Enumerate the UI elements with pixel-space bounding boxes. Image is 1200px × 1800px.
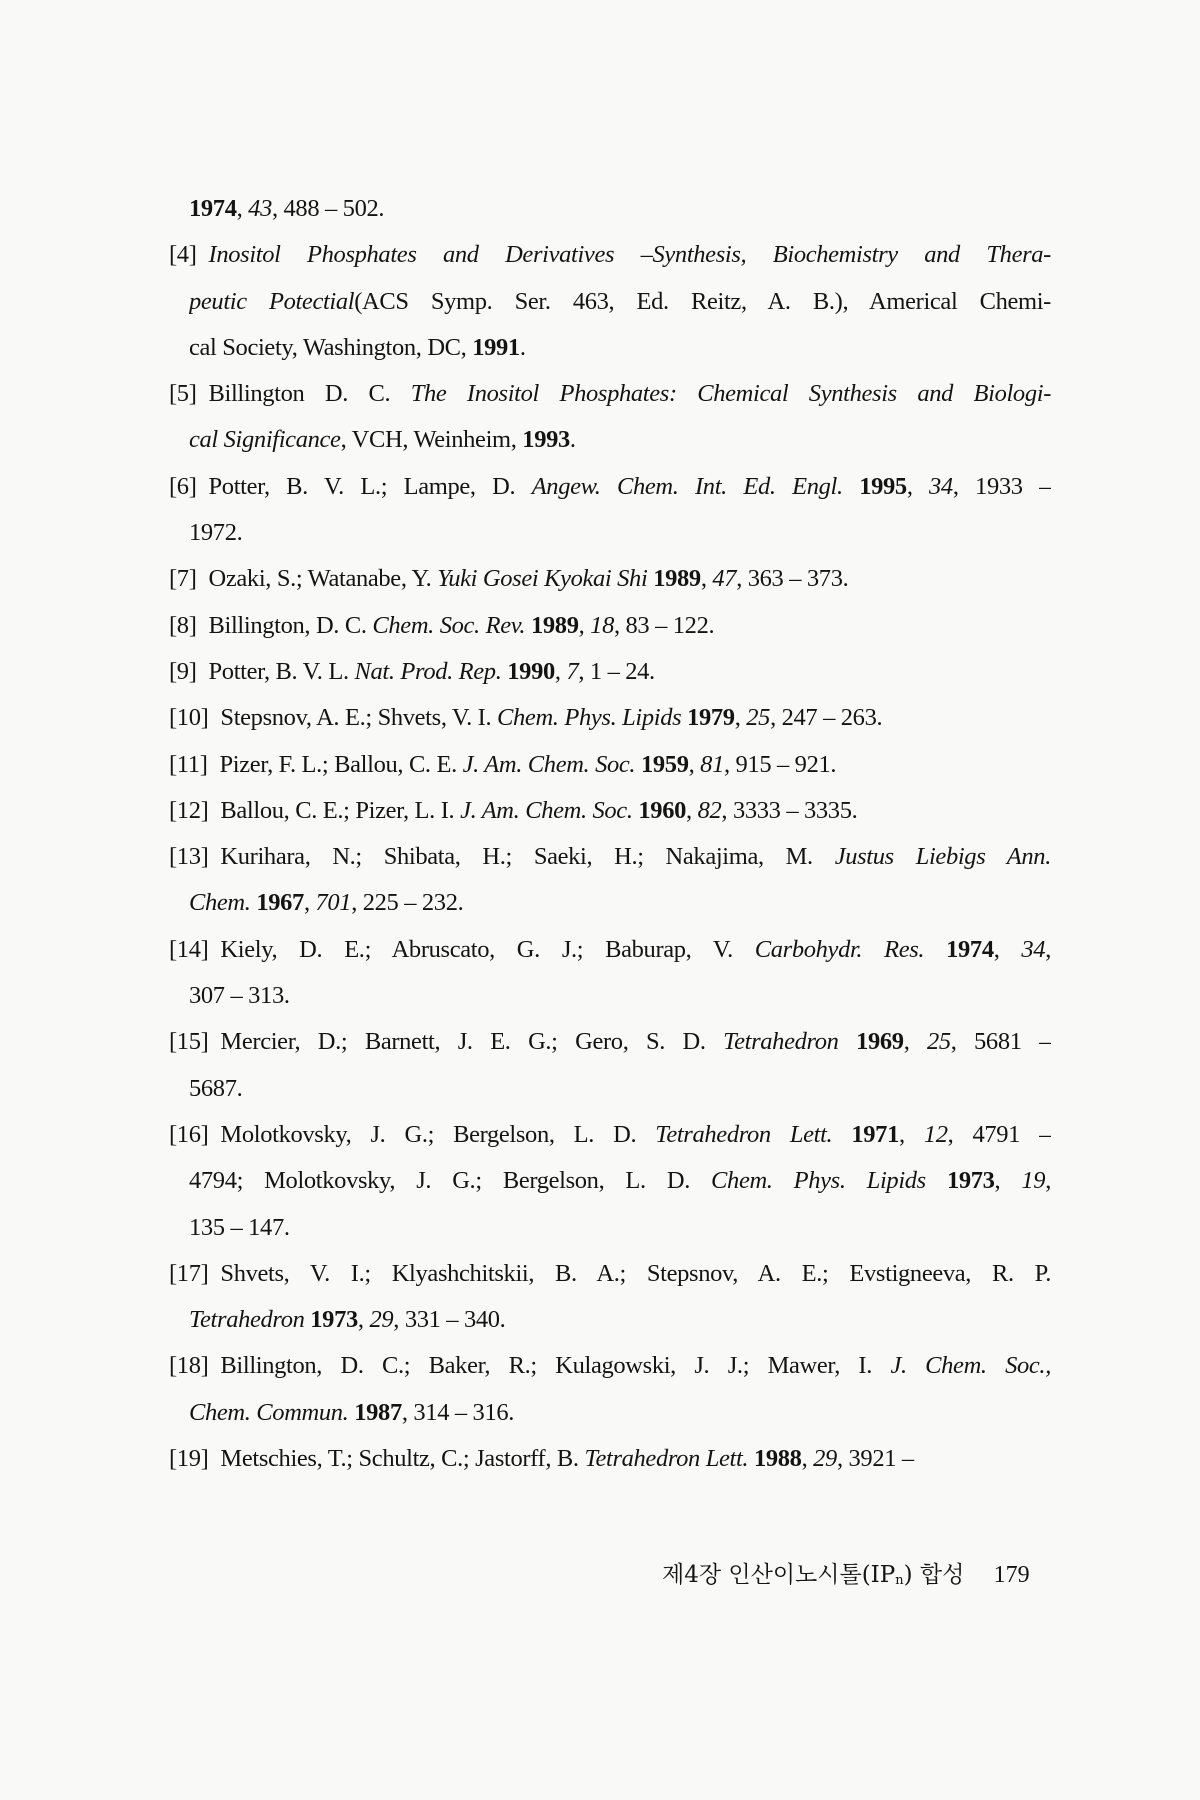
italic-text: 47 bbox=[712, 565, 737, 593]
italic-text: Tetrahedron bbox=[723, 1028, 839, 1056]
reference-number: [9] bbox=[169, 657, 197, 685]
reference-text: (ACS Symp. Ser. 463, Ed. Reitz, A. B.), Americal Chemi- bbox=[354, 287, 1051, 315]
italic-text: 19 bbox=[1021, 1167, 1046, 1195]
reference-item bbox=[0, 1112, 1200, 1251]
reference-line bbox=[169, 1343, 1051, 1389]
reference-text: , bbox=[903, 1028, 927, 1056]
reference-text bbox=[843, 473, 859, 500]
italic-text: Tetrahedron Lett. bbox=[655, 1120, 833, 1148]
italic-text: 7 bbox=[566, 657, 579, 685]
bold-year: 1959 bbox=[641, 750, 689, 778]
italic-text: Yuki Gosei Kyokai Shi bbox=[437, 565, 648, 593]
reference-text: , bbox=[303, 889, 316, 917]
reference-text: , bbox=[801, 1445, 814, 1473]
bold-year: 1974 bbox=[946, 935, 994, 963]
reference-item bbox=[0, 1343, 1200, 1436]
reference-text: , 3333 – 3335. bbox=[721, 796, 858, 824]
reference-line bbox=[189, 880, 1051, 926]
reference-item bbox=[0, 186, 1200, 232]
reference-item bbox=[0, 1436, 1200, 1482]
reference-text bbox=[926, 1167, 947, 1194]
chapter-title-subscript: n bbox=[895, 1573, 904, 1588]
reference-text: 1972. bbox=[189, 519, 243, 547]
reference-text: , 4791 – bbox=[947, 1120, 1051, 1148]
italic-text: The Inositol Phosphates: Chemical Synthesis and Biologi- bbox=[410, 380, 1051, 408]
italic-text: Tetrahedron bbox=[189, 1306, 305, 1334]
bold-year: 1993 bbox=[522, 426, 570, 454]
reference-line bbox=[189, 1390, 1051, 1436]
reference-text: , 314 – 316. bbox=[401, 1398, 515, 1426]
bold-year: 1960 bbox=[638, 796, 687, 824]
italic-text: Nat. Prod. Rep. bbox=[354, 657, 502, 685]
reference-text: 5687. bbox=[189, 1074, 243, 1102]
italic-text: 29 bbox=[369, 1306, 394, 1334]
reference-line bbox=[169, 695, 1051, 741]
reference-number: [12] bbox=[169, 796, 209, 824]
reference-line bbox=[189, 1158, 1051, 1204]
reference-text: . bbox=[569, 426, 576, 454]
reference-text: , 363 – 373. bbox=[736, 565, 849, 593]
italic-text: Chem. Phys. Lipids bbox=[497, 704, 682, 732]
reference-line bbox=[169, 371, 1051, 417]
italic-text: Inositol Phosphates and Derivatives –Synthesis, Biochemistry and Thera- bbox=[208, 241, 1051, 269]
reference-number: [14] bbox=[169, 935, 209, 963]
reference-text: , 1 – 24. bbox=[578, 657, 655, 685]
reference-item bbox=[0, 927, 1200, 1020]
bold-year: 1969 bbox=[856, 1028, 904, 1056]
reference-item bbox=[0, 834, 1200, 927]
reference-number: [10] bbox=[169, 704, 209, 732]
bold-year: 1989 bbox=[531, 611, 579, 639]
reference-line bbox=[169, 788, 1051, 834]
reference-text: , bbox=[898, 1120, 924, 1148]
reference-item bbox=[0, 1019, 1200, 1112]
reference-text: , bbox=[906, 472, 930, 500]
reference-number: [13] bbox=[169, 843, 209, 871]
reference-text: Billington, D. C. bbox=[208, 611, 373, 639]
reference-item bbox=[0, 788, 1200, 834]
bold-year: 1995 bbox=[859, 472, 907, 500]
reference-text: , 83 – 122. bbox=[613, 611, 715, 639]
reference-line bbox=[189, 325, 1051, 371]
chapter-title-text-end: ) 합성 bbox=[903, 1562, 965, 1588]
reference-line bbox=[189, 186, 1051, 232]
reference-line bbox=[189, 279, 1051, 325]
reference-line bbox=[169, 1019, 1051, 1065]
reference-list bbox=[0, 186, 1200, 1482]
reference-text: Molotkovsky, J. G.; Bergelson, L. D. bbox=[220, 1120, 656, 1148]
italic-text: J. Am. Chem. Soc. bbox=[462, 750, 636, 778]
italic-text: 82 bbox=[697, 796, 722, 824]
reference-text: , bbox=[688, 750, 701, 778]
reference-text: 4794; Molotkovsky, J. G.; Bergelson, L. D. bbox=[189, 1167, 712, 1195]
bold-year: 1979 bbox=[687, 704, 735, 732]
reference-line bbox=[169, 464, 1051, 510]
reference-line bbox=[189, 417, 1051, 463]
bold-year: 1991 bbox=[472, 333, 520, 361]
reference-text: Metschies, T.; Schultz, C.; Jastorff, B. bbox=[220, 1445, 585, 1473]
reference-number: [16] bbox=[169, 1120, 209, 1148]
reference-text bbox=[839, 1028, 856, 1055]
italic-text: Angew. Chem. Int. Ed. Engl. bbox=[531, 472, 843, 500]
reference-number: [5] bbox=[169, 380, 197, 408]
reference-item bbox=[0, 695, 1200, 741]
italic-text: 34 bbox=[1021, 935, 1046, 963]
reference-text: , bbox=[554, 657, 567, 685]
reference-text: , bbox=[1045, 1167, 1051, 1195]
reference-text: Ballou, C. E.; Pizer, L. I. bbox=[220, 796, 461, 824]
reference-item bbox=[0, 556, 1200, 602]
reference-text: , bbox=[357, 1306, 370, 1334]
italic-text: 701 bbox=[315, 889, 352, 917]
italic-text: peutic Potectial bbox=[189, 287, 355, 315]
reference-text: , bbox=[993, 935, 1022, 963]
italic-text: Carbohydr. Res. bbox=[754, 935, 925, 963]
reference-text: , 331 – 340. bbox=[393, 1306, 506, 1334]
bold-year: 1987 bbox=[354, 1398, 402, 1426]
reference-text: Ozaki, S.; Watanabe, Y. bbox=[208, 565, 438, 593]
reference-text: , bbox=[700, 565, 713, 593]
page-footer bbox=[662, 1556, 1030, 1589]
italic-text: 25 bbox=[926, 1028, 951, 1056]
italic-text: J. Chem. Soc., bbox=[890, 1352, 1051, 1380]
reference-text bbox=[832, 1121, 851, 1148]
reference-text: 307 – 313. bbox=[189, 982, 290, 1010]
reference-item bbox=[0, 649, 1200, 695]
reference-number: [18] bbox=[169, 1352, 209, 1380]
reference-text: , VCH, Weinheim, bbox=[340, 426, 523, 454]
reference-number: [8] bbox=[169, 611, 197, 639]
reference-text: , bbox=[994, 1167, 1022, 1195]
reference-number: [17] bbox=[169, 1259, 209, 1287]
italic-text: Tetrahedron Lett. bbox=[584, 1445, 749, 1473]
reference-line bbox=[169, 232, 1051, 278]
reference-text: Pizer, F. L.; Ballou, C. E. bbox=[219, 750, 463, 778]
reference-text: Potter, B. V. L.; Lampe, D. bbox=[208, 472, 532, 500]
reference-line bbox=[189, 1066, 1051, 1112]
reference-number: [15] bbox=[169, 1028, 209, 1056]
reference-line bbox=[189, 1205, 1051, 1251]
italic-text: Chem. Soc. Rev. bbox=[372, 611, 526, 639]
reference-text: , 225 – 232. bbox=[351, 889, 464, 917]
reference-text: Shvets, V. I.; Klyashchitskii, B. A.; Stepsnov, A. E.; Evstigneeva, R. P. bbox=[220, 1259, 1051, 1287]
italic-text: 81 bbox=[700, 750, 724, 778]
reference-text: Kiely, D. E.; Abruscato, G. J.; Baburap, V. bbox=[220, 935, 755, 963]
italic-text: 25 bbox=[746, 704, 771, 732]
reference-text: , 488 – 502. bbox=[271, 195, 385, 222]
bold-year: 1988 bbox=[753, 1445, 802, 1473]
reference-text: , bbox=[734, 704, 747, 732]
reference-text: , bbox=[1045, 935, 1051, 963]
reference-text: , 5681 – bbox=[950, 1028, 1051, 1056]
reference-text: Billington D. C. bbox=[208, 380, 411, 408]
reference-text: Billington, D. C.; Baker, R.; Kulagowski, J. J.; Mawer, I. bbox=[220, 1352, 891, 1380]
reference-number: [6] bbox=[169, 472, 197, 500]
chapter-title bbox=[662, 1562, 964, 1588]
italic-text: 12 bbox=[923, 1120, 948, 1148]
reference-item bbox=[0, 742, 1200, 788]
bold-year: 1967 bbox=[256, 889, 304, 917]
reference-text: , bbox=[578, 611, 591, 639]
reference-item bbox=[0, 464, 1200, 557]
reference-number: [4] bbox=[169, 241, 197, 269]
bold-year: 1989 bbox=[653, 565, 701, 593]
reference-text bbox=[924, 936, 946, 963]
reference-number: [19] bbox=[169, 1445, 209, 1473]
reference-text: , 247 – 263. bbox=[770, 704, 883, 732]
reference-line bbox=[169, 1251, 1051, 1297]
chapter-title-text: 제4장 인산이노시톨(IP bbox=[662, 1562, 896, 1588]
italic-text: Chem. bbox=[189, 889, 251, 917]
reference-item bbox=[0, 232, 1200, 371]
reference-line bbox=[169, 1112, 1051, 1158]
reference-item bbox=[0, 603, 1200, 649]
italic-text: 29 bbox=[813, 1445, 837, 1473]
reference-text: Mercier, D.; Barnett, J. E. G.; Gero, S. D. bbox=[220, 1028, 724, 1056]
reference-text: , bbox=[686, 796, 698, 824]
reference-text: Stepsnov, A. E.; Shvets, V. I. bbox=[220, 704, 498, 732]
reference-text: , 3921 – bbox=[836, 1445, 914, 1473]
reference-text: Potter, B. V. L. bbox=[208, 657, 355, 685]
reference-line bbox=[189, 973, 1051, 1019]
bold-year: 1990 bbox=[507, 657, 555, 685]
italic-text: Justus Liebigs Ann. bbox=[834, 843, 1051, 871]
reference-text: Kurihara, N.; Shibata, H.; Saeki, H.; Nakajima, M. bbox=[220, 843, 835, 871]
reference-item bbox=[0, 371, 1200, 464]
bold-year: 1971 bbox=[851, 1120, 899, 1148]
reference-line bbox=[169, 1436, 1051, 1482]
reference-line bbox=[169, 927, 1051, 973]
reference-number: [7] bbox=[169, 565, 197, 593]
italic-text: Chem. Commun. bbox=[189, 1398, 349, 1426]
reference-line bbox=[169, 742, 1051, 788]
reference-text: 135 – 147. bbox=[189, 1213, 290, 1241]
reference-line bbox=[169, 556, 1051, 602]
bold-year: 1973 bbox=[946, 1167, 995, 1195]
reference-text: , 1933 – bbox=[952, 472, 1051, 500]
italic-text: cal Significance bbox=[189, 426, 341, 454]
italic-text: 43 bbox=[248, 195, 272, 222]
italic-text: 34 bbox=[929, 472, 953, 500]
reference-text: . bbox=[519, 333, 526, 361]
reference-text: , bbox=[236, 195, 249, 222]
bold-year: 1973 bbox=[310, 1306, 358, 1334]
reference-line bbox=[169, 603, 1051, 649]
reference-text: , 915 – 921. bbox=[723, 750, 837, 778]
reference-item bbox=[0, 1251, 1200, 1344]
reference-line bbox=[169, 834, 1051, 880]
italic-text: 18 bbox=[590, 611, 614, 639]
italic-text: J. Am. Chem. Soc. bbox=[460, 796, 633, 824]
reference-line bbox=[189, 1297, 1051, 1343]
reference-text: cal Society, Washington, DC, bbox=[189, 333, 473, 361]
italic-text: Chem. Phys. Lipids bbox=[711, 1167, 926, 1195]
page-number: 179 bbox=[993, 1562, 1030, 1588]
bold-year: 1974 bbox=[189, 195, 237, 222]
reference-line bbox=[169, 649, 1051, 695]
reference-line bbox=[189, 510, 1051, 556]
reference-number: [11] bbox=[169, 750, 208, 778]
